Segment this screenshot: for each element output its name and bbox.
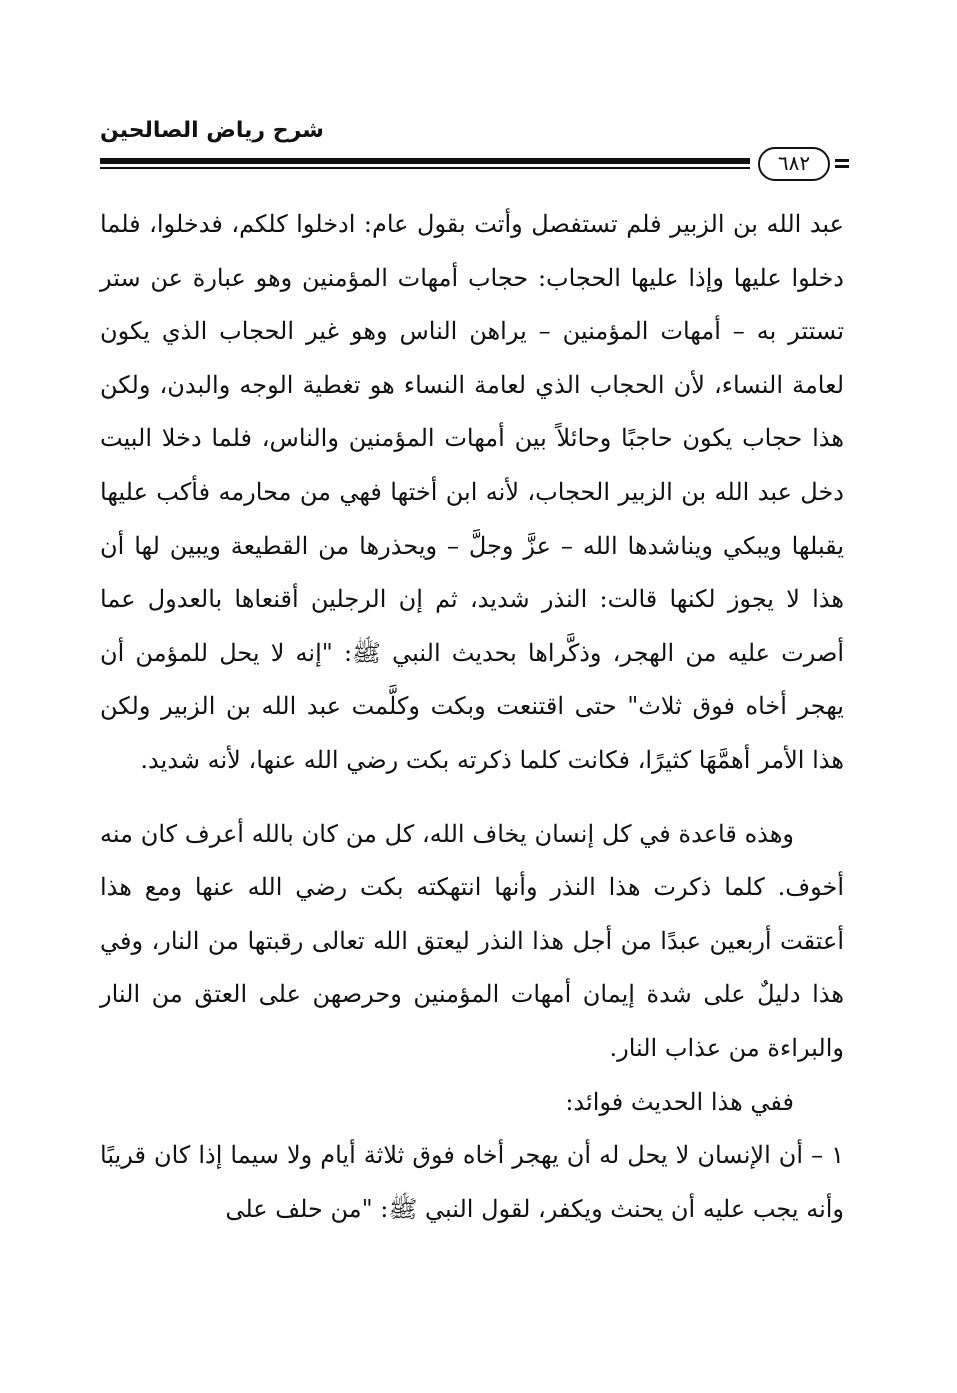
page-number: ٦٨٢ [758,147,830,181]
benefit-item-1: ١ – أن الإنسان لا يحل له أن يهجر أخاه فوق ثلاثة أيام ولا سيما إذا كان قريبًا وأنه يجب عليه أن يحنث ويكفر، لقول النبي ﷺ: "من حلف على [100,1141,844,1223]
header-rule-end-mark [835,157,849,171]
benefits-heading: ففي هذا الحديث فوائد: [565,1087,794,1116]
running-header-title: شرح رياض الصالحين [100,118,324,143]
body-paragraph-1: عبد الله بن الزبير فلم تستفصل وأتت بقول عام: ادخلوا كلكم، فدخلوا، فلما دخلوا عليها وإذا عليها الحجاب: حجاب أمهات المؤمنين وهو عبارة عن ستر تستتر به – أمهات المؤمنين – يراهن الناس وهو غير الحجاب الذي يكون لعامة النساء، لأن الحجاب الذي لعامة النساء هو تغطية الوجه والبدن، ولكن هذا حجاب يكون حاجبًا وحائلاً بين أمهات المؤمنين والناس، فلما دخلا البيت دخل عبد الله بن الزبير الحجاب، لأنه ابن أختها فهي من محارمه فأكب عليها يقبلها ويبكي ويناشدها الله – عزَّ وجلَّ – ويحذرها من القطيعة ويبين لها أن هذا لا يجوز لكنها قالت: النذر شديد، ثم إن الرجلين أقنعاها بالعدول عما أصرت عليه من الهجر، وذكَّراها بحديث النبي ﷺ: "إنه لا يحل للمؤمن أن يهجر أخاه فوق ثلاث" حتى اقتنعت وبكت وكلَّمت عبد الله بن الزبير ولكن هذا الأمر أهمَّهَا كثيرًا، فكانت كلما ذكرته بكت رضي الله عنها، لأنه شديد. [100,210,845,774]
page-body [100,198,844,1236]
body-paragraph-2: وهذه قاعدة في كل إنسان يخاف الله، كل من كان بالله أعرف كان منه أخوف. كلما ذكرت هذا النذر وأنها انتهكته بكت رضي الله عنها ومع هذا أعتقت أربعين عبدًا من أجل هذا النذر ليعتق الله تعالى رقبتها من النار، وفي هذا دليلٌ على شدة إيمان أمهات المؤمنين وحرصهن على العتق من النار والبراءة من عذاب النار. [100,819,844,1062]
header-rule [100,155,750,173]
